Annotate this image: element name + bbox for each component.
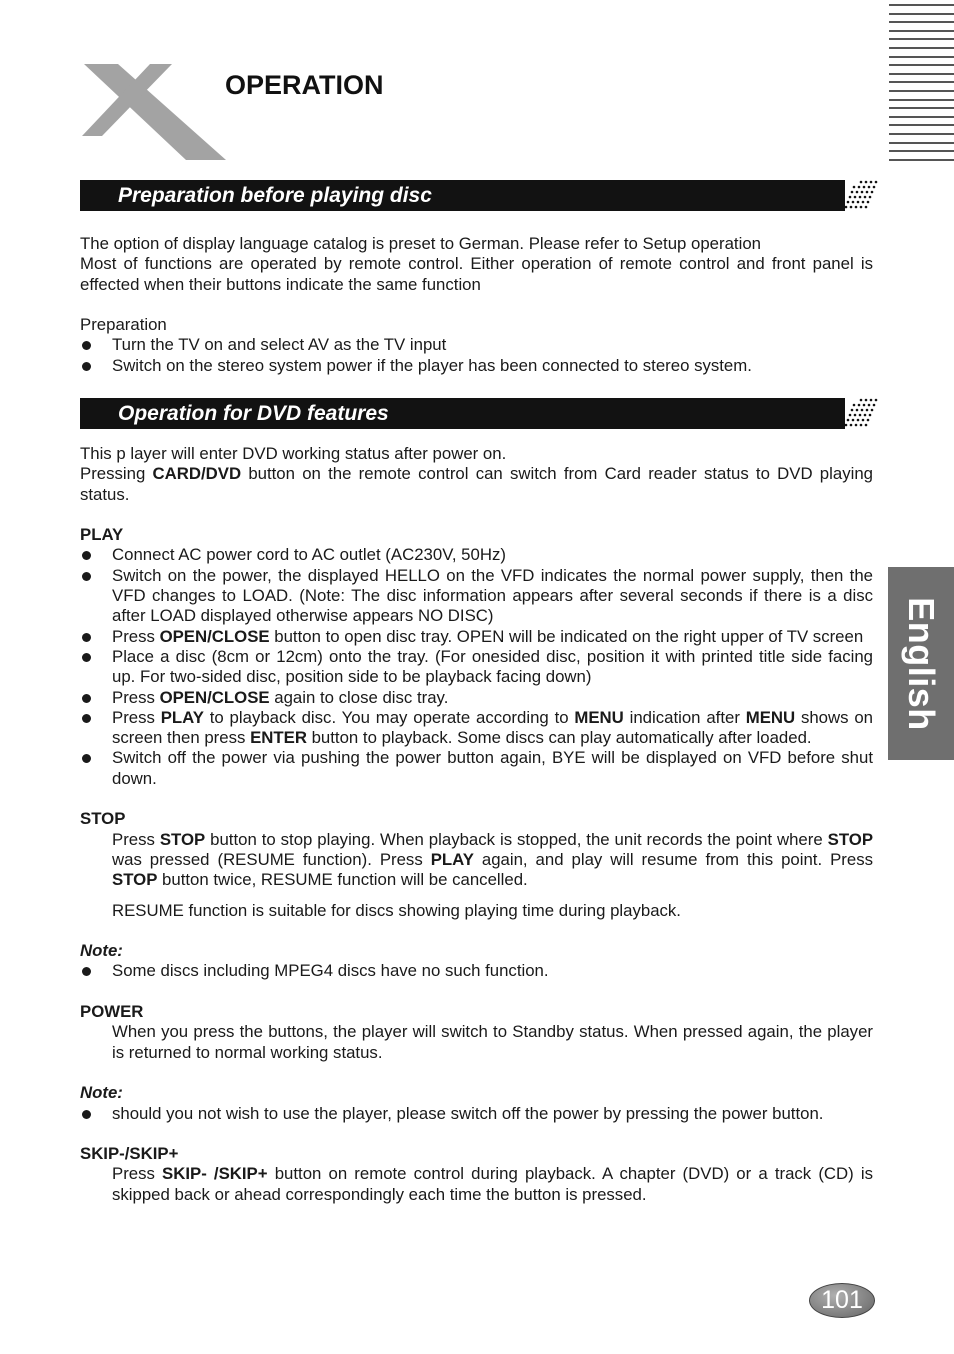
page-number: 101 [809,1283,875,1318]
note-list [80,961,873,981]
language-tab-label: English [901,596,942,731]
note-label: Note: [80,941,123,961]
list-item: Press PLAY to playback disc. You may operate according to MENU indication after MENU shows on screen then press ENTER button to playback. Some discs can play automatically after loaded. [80,708,873,749]
section-title: Operation for DVD features [118,402,389,425]
note-list [80,1104,873,1124]
intro-line-2: Most of functions are operated by remote control. Either operation of remote control and front panel is effected when their buttons indicate the same function [80,254,873,294]
section-header-dvd-features [80,398,880,429]
brand-x-logo [78,60,228,164]
dvd-intro-2: Pressing CARD/DVD button on the remote control can switch from Card reader status to DVD playing status. [80,464,873,504]
list-item: Connect AC power cord to AC outlet (AC230V, 50Hz) [80,545,873,565]
list-item: Some discs including MPEG4 discs have no such function. [80,961,873,981]
dot-pattern-icon [838,398,880,429]
list-item: Switch on the stereo system power if the player has been connected to stereo system. [80,356,873,376]
list-item: Press OPEN/CLOSE again to close disc tray. [80,688,873,708]
section-header-preparation [80,180,880,211]
resume-note: RESUME function is suitable for discs showing playing time during playback. [112,900,681,920]
section-preparation-body [80,234,873,376]
preparation-label: Preparation [80,315,167,335]
intro-line-1: The option of display language catalog is preset to German. Please refer to Setup operation [80,234,761,253]
section-title: Preparation before playing disc [118,184,432,207]
section-dvd-body [80,444,873,1205]
list-item: Press OPEN/CLOSE button to open disc tray. OPEN will be indicated on the right upper of TV screen [80,627,873,647]
note-label: Note: [80,1083,123,1103]
skip-paragraph: Press SKIP- /SKIP+ button on remote control during playback. A chapter (DVD) or a track (CD) is skipped back or ahead correspondingly each time the button is pressed. [112,1164,873,1204]
skip-heading: SKIP-/SKIP+ [80,1144,179,1164]
power-heading: POWER [80,1002,144,1022]
play-list [80,545,873,789]
dvd-intro-1: This p layer will enter DVD working status after power on. [80,444,507,463]
dot-pattern-icon [838,180,880,211]
stop-paragraph: Press STOP button to stop playing. When playback is stopped, the unit records the point where STOP was pressed (RESUME function). Press PLAY again, and play will resume from this point. Press STOP button twice, RESUME function will be cancelled. [112,829,874,890]
play-heading: PLAY [80,525,124,545]
power-paragraph: When you press the buttons, the player will switch to Standby status. When pressed again, the player is returned to normal working status. [112,1022,873,1062]
preparation-list [80,335,873,376]
decorative-stripes [889,4,954,167]
page-title: OPERATION [225,70,384,100]
language-tab [888,567,954,760]
list-item: Place a disc (8cm or 12cm) onto the tray. (For onesided disc, position it with printed title side facing up. For two-sided disc, position side to be playback facing down) [80,647,873,688]
list-item: Turn the TV on and select AV as the TV input [80,335,873,355]
list-item: Switch on the power, the displayed HELLO on the VFD indicates the normal power supply, then the VFD changes to LOAD. (Note: The disc information appears after several seconds if there is a disc after LOAD displayed otherwise appears NO DISC) [80,566,873,627]
list-item: should you not wish to use the player, please switch off the power by pressing the power button. [80,1104,873,1124]
stop-heading: STOP [80,809,126,829]
list-item: Switch off the power via pushing the power button again, BYE will be displayed on VFD before shut down. [80,748,873,789]
